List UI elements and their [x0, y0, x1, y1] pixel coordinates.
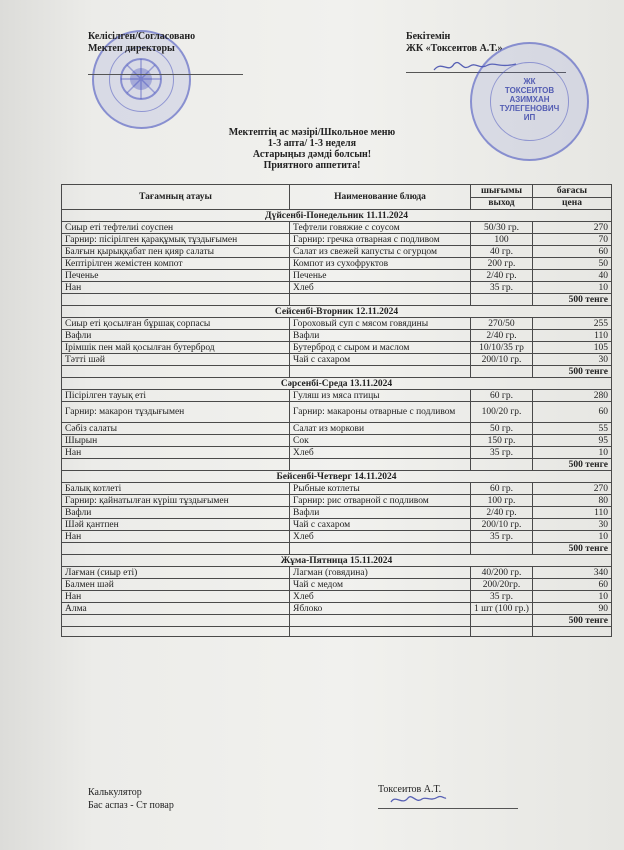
day-title: Жұма-Пятница 15.11.2024 — [62, 555, 612, 567]
menu-item-row — [62, 390, 612, 402]
stamp-text-1: ЖК — [523, 77, 536, 86]
dish-name-ru: Хлеб — [290, 591, 471, 603]
total-blank-1 — [62, 459, 290, 471]
day-title: Сәрсенбі-Среда 13.11.2024 — [62, 378, 612, 390]
dish-name-ru: Хлеб — [290, 282, 471, 294]
dish-price: 60 — [533, 579, 612, 591]
col-header-output-kz: шығымы — [471, 185, 533, 198]
dish-price: 50 — [533, 258, 612, 270]
blank-cell — [533, 627, 612, 637]
dish-price: 10 — [533, 282, 612, 294]
menu-item-row — [62, 234, 612, 246]
blank-row — [62, 627, 612, 637]
dish-name-ru: Гороховый суп с мясом говядины — [290, 318, 471, 330]
dish-name-ru: Лагман (говядина) — [290, 567, 471, 579]
dish-name-ru: Бутерброд с сыром и маслом — [290, 342, 471, 354]
dish-price: 280 — [533, 390, 612, 402]
dish-output: 1 шт (100 гр.) — [471, 603, 533, 615]
dish-name-kz: Гарнир: макарон тұздығымен — [62, 402, 290, 423]
day-title: Сейсенбі-Вторник 12.11.2024 — [62, 306, 612, 318]
dish-price: 10 — [533, 591, 612, 603]
total-blank-3 — [471, 366, 533, 378]
dish-price: 80 — [533, 495, 612, 507]
dish-price: 90 — [533, 603, 612, 615]
dish-price: 40 — [533, 270, 612, 282]
menu-item-row — [62, 531, 612, 543]
dish-price: 270 — [533, 483, 612, 495]
approved-label: Бекітемін — [406, 31, 451, 42]
dish-name-kz: Шырын — [62, 435, 290, 447]
menu-item-row — [62, 330, 612, 342]
dish-name-ru: Сок — [290, 435, 471, 447]
dish-name-kz: Лағман (сиыр еті) — [62, 567, 290, 579]
total-row — [62, 615, 612, 627]
dish-name-kz: Нан — [62, 447, 290, 459]
day-total: 500 тенге — [533, 543, 612, 555]
day-row — [62, 471, 612, 483]
dish-name-ru: Вафли — [290, 330, 471, 342]
menu-item-row — [62, 603, 612, 615]
col-header-output-ru: выход — [471, 197, 533, 210]
dish-name-kz: Печенье — [62, 270, 290, 282]
total-blank-2 — [290, 366, 471, 378]
title-line-2: 1-3 апта/ 1-3 неделя — [267, 138, 357, 149]
dish-output: 200 гр. — [471, 258, 533, 270]
col-header-price-ru: цена — [533, 197, 612, 210]
total-blank-3 — [471, 615, 533, 627]
dish-output: 60 гр. — [471, 390, 533, 402]
dish-name-kz: Балық котлеті — [62, 483, 290, 495]
menu-item-row — [62, 270, 612, 282]
dish-price: 10 — [533, 531, 612, 543]
stamp-text-2: ТОКСЕИТОВ — [504, 86, 555, 95]
total-row — [62, 294, 612, 306]
blank-cell — [62, 627, 290, 637]
dish-price: 30 — [533, 519, 612, 531]
dish-name-ru: Чай с сахаром — [290, 354, 471, 366]
dish-output: 2/40 гр. — [471, 270, 533, 282]
dish-output: 2/40 гр. — [471, 330, 533, 342]
dish-output: 40/200 гр. — [471, 567, 533, 579]
menu-table — [61, 184, 612, 637]
dish-output: 100/20 гр. — [471, 402, 533, 423]
dish-output: 35 гр. — [471, 282, 533, 294]
menu-item-row — [62, 258, 612, 270]
dish-price: 255 — [533, 318, 612, 330]
dish-price: 110 — [533, 507, 612, 519]
menu-item-row — [62, 567, 612, 579]
dish-output: 2/40 гр. — [471, 507, 533, 519]
dish-output: 270/50 — [471, 318, 533, 330]
menu-item-row — [62, 423, 612, 435]
dish-price: 70 — [533, 234, 612, 246]
title-line-1: Мектептің ас мәзірі/Школьное меню — [228, 127, 396, 138]
dish-name-kz: Гарнир: қайнатылған күріш тұздығымен — [62, 495, 290, 507]
dish-output: 50 гр. — [471, 423, 533, 435]
dish-output: 10/10/35 гр — [471, 342, 533, 354]
dish-name-ru: Гарнир: рис отварной с подливом — [290, 495, 471, 507]
dish-name-kz: Сәбіз салаты — [62, 423, 290, 435]
dish-name-kz: Ірімшік пен май қосылған бутерброд — [62, 342, 290, 354]
dish-output: 35 гр. — [471, 591, 533, 603]
total-blank-2 — [290, 294, 471, 306]
col-header-kz: Тағамның атауы — [62, 185, 290, 210]
day-row — [62, 210, 612, 222]
dish-name-kz: Алма — [62, 603, 290, 615]
dish-name-ru: Гарнир: макароны отварные с подливом — [290, 402, 471, 423]
dish-price: 110 — [533, 330, 612, 342]
title-line-4: Приятного аппетита! — [263, 160, 361, 171]
day-total: 500 тенге — [533, 615, 612, 627]
menu-item-row — [62, 495, 612, 507]
dish-name-kz: Вафли — [62, 507, 290, 519]
dish-name-ru: Гарнир: гречка отварная с подливом — [290, 234, 471, 246]
dish-name-ru: Тефтели говяжие с соусом — [290, 222, 471, 234]
day-title: Дүйсенбі-Понедельник 11.11.2024 — [62, 210, 612, 222]
day-row — [62, 555, 612, 567]
total-blank-2 — [290, 543, 471, 555]
dish-output: 40 гр. — [471, 246, 533, 258]
dish-name-kz: Нан — [62, 531, 290, 543]
total-row — [62, 366, 612, 378]
dish-name-ru: Вафли — [290, 507, 471, 519]
menu-item-row — [62, 246, 612, 258]
approved-org: ЖК «Токсеитов А.Т.» — [406, 43, 503, 54]
dish-name-ru: Гуляш из мяса птицы — [290, 390, 471, 402]
dish-name-ru: Салат из свежей капусты с огурцом — [290, 246, 471, 258]
day-row — [62, 306, 612, 318]
dish-name-ru: Компот из сухофруктов — [290, 258, 471, 270]
menu-item-row — [62, 435, 612, 447]
dish-name-kz: Сиыр еті қосылған бұршақ сорпасы — [62, 318, 290, 330]
day-total: 500 тенге — [533, 294, 612, 306]
total-blank-3 — [471, 294, 533, 306]
dish-output: 200/10 гр. — [471, 354, 533, 366]
dish-output: 150 гр. — [471, 435, 533, 447]
dish-name-kz: Вафли — [62, 330, 290, 342]
menu-item-row — [62, 318, 612, 330]
cook-signature-icon — [388, 790, 448, 810]
footer-cook: Бас аспаз - Ст повар — [88, 800, 174, 811]
dish-price: 95 — [533, 435, 612, 447]
total-blank-1 — [62, 615, 290, 627]
menu-item-row — [62, 342, 612, 354]
dish-name-ru: Хлеб — [290, 531, 471, 543]
dish-name-kz: Шәй қантпен — [62, 519, 290, 531]
total-blank-1 — [62, 366, 290, 378]
day-title: Бейсенбі-Четверг 14.11.2024 — [62, 471, 612, 483]
stamp-text-4: ТУЛЕГЕНОВИЧ — [499, 104, 560, 113]
agreed-role: Мектеп директоры — [88, 43, 175, 54]
total-blank-1 — [62, 294, 290, 306]
total-blank-1 — [62, 543, 290, 555]
dish-name-kz: Кептірілген жемістен компот — [62, 258, 290, 270]
dish-price: 60 — [533, 246, 612, 258]
dish-name-kz: Сиыр еті тефтелиі соуспен — [62, 222, 290, 234]
dish-name-kz: Тәтті шәй — [62, 354, 290, 366]
dish-name-ru: Рыбные котлеты — [290, 483, 471, 495]
dish-output: 100 гр. — [471, 495, 533, 507]
dish-name-ru: Чай с медом — [290, 579, 471, 591]
footer-calc: Калькулятор — [88, 787, 142, 798]
menu-item-row — [62, 222, 612, 234]
dish-name-kz: Нан — [62, 591, 290, 603]
stamp-text-5: ИП — [523, 113, 536, 122]
dish-price: 10 — [533, 447, 612, 459]
day-total: 500 тенге — [533, 459, 612, 471]
total-blank-2 — [290, 459, 471, 471]
blank-cell — [471, 627, 533, 637]
menu-item-row — [62, 507, 612, 519]
menu-item-row — [62, 591, 612, 603]
dish-name-kz: Пісірілген тауық еті — [62, 390, 290, 402]
col-header-ru: Наименование блюда — [290, 185, 471, 210]
dish-name-ru: Яблоко — [290, 603, 471, 615]
dish-name-ru: Печенье — [290, 270, 471, 282]
agreed-signature-line — [88, 74, 243, 75]
stamp-text-3: АЗИМХАН — [509, 95, 550, 104]
dish-name-kz: Балмен шәй — [62, 579, 290, 591]
menu-item-row — [62, 402, 612, 423]
day-row — [62, 378, 612, 390]
total-blank-3 — [471, 543, 533, 555]
dish-name-ru: Хлеб — [290, 447, 471, 459]
dish-name-kz: Гарнир: пісірілген қарақұмық тұздығымен — [62, 234, 290, 246]
agreed-label: Келісілген/Согласовано — [88, 31, 196, 42]
footer-signer: Токсеитов А.Т. — [378, 784, 442, 795]
menu-item-row — [62, 282, 612, 294]
col-header-price-kz: бағасы — [533, 185, 612, 198]
dish-output: 35 гр. — [471, 447, 533, 459]
menu-item-row — [62, 447, 612, 459]
menu-item-row — [62, 483, 612, 495]
menu-item-row — [62, 519, 612, 531]
dish-name-ru: Салат из моркови — [290, 423, 471, 435]
dish-output: 35 гр. — [471, 531, 533, 543]
dish-price: 60 — [533, 402, 612, 423]
dish-price: 105 — [533, 342, 612, 354]
blank-cell — [290, 627, 471, 637]
menu-item-row — [62, 579, 612, 591]
total-blank-2 — [290, 615, 471, 627]
dish-price: 30 — [533, 354, 612, 366]
dish-name-ru: Чай с сахаром — [290, 519, 471, 531]
dish-price: 270 — [533, 222, 612, 234]
title-line-3: Астарыңыз дәмді болсын! — [252, 149, 372, 160]
dish-output: 100 — [471, 234, 533, 246]
total-row — [62, 543, 612, 555]
menu-item-row — [62, 354, 612, 366]
dish-name-kz: Нан — [62, 282, 290, 294]
dish-price: 340 — [533, 567, 612, 579]
dish-output: 200/20гр. — [471, 579, 533, 591]
total-row — [62, 459, 612, 471]
day-total: 500 тенге — [533, 366, 612, 378]
dish-price: 55 — [533, 423, 612, 435]
total-blank-3 — [471, 459, 533, 471]
dish-output: 60 гр. — [471, 483, 533, 495]
dish-output: 200/10 гр. — [471, 519, 533, 531]
dish-output: 50/30 гр. — [471, 222, 533, 234]
dish-name-kz: Балғын қырыққабат пен қияр салаты — [62, 246, 290, 258]
